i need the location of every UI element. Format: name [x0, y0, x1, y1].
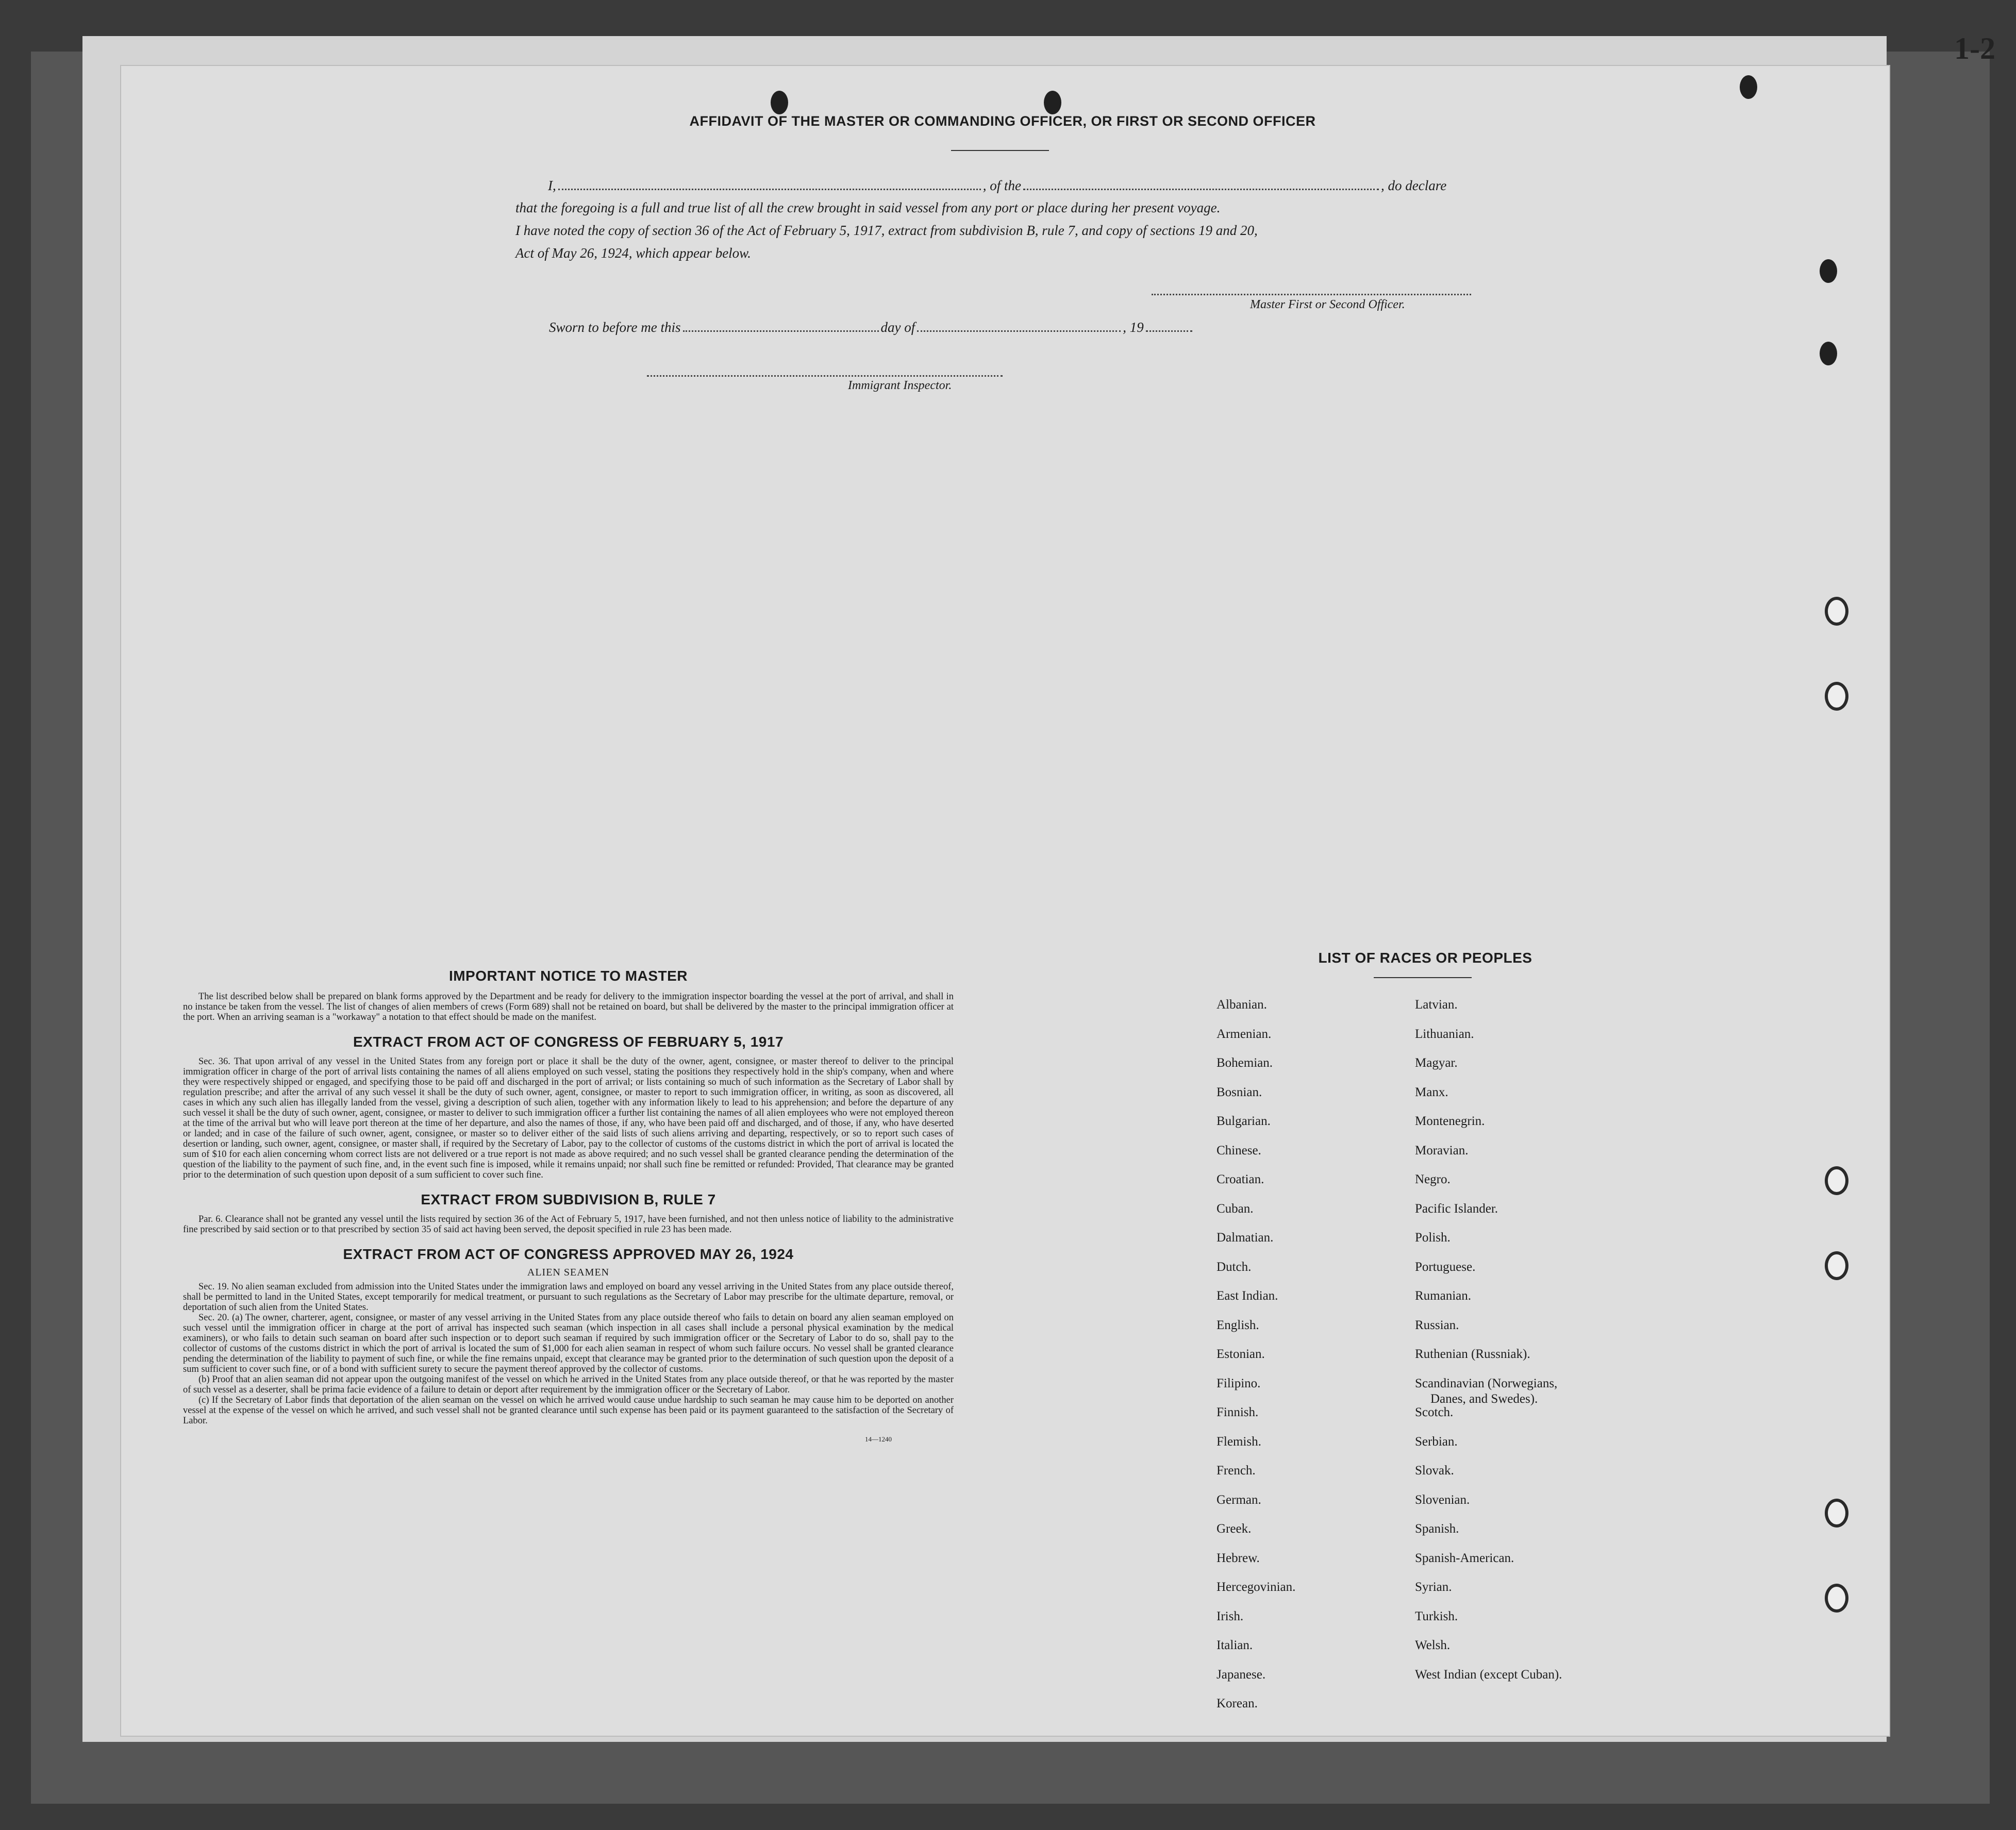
race-item: Moravian. — [1415, 1143, 1469, 1157]
alien-seamen-subtitle: ALIEN SEAMEN — [527, 1267, 610, 1278]
day-of-text: day of — [880, 320, 915, 335]
inspector-signature-line — [647, 375, 1003, 377]
affidavit-title: AFFIDAVIT OF THE MASTER OR COMMANDING OFFICER, OR FIRST OR SECOND OFFICER — [689, 113, 1316, 129]
affidavit-declare: , do declare — [1381, 178, 1447, 193]
race-item: Ruthenian (Russniak). — [1415, 1347, 1530, 1361]
binder-ring — [1825, 1251, 1848, 1280]
rule-7-title: EXTRACT FROM SUBDIVISION B, RULE 7 — [421, 1191, 716, 1207]
race-item: Chinese. — [1217, 1143, 1261, 1157]
race-item: Japanese. — [1217, 1667, 1266, 1682]
race-item: Bosnian. — [1217, 1085, 1262, 1099]
race-item: Albanian. — [1217, 998, 1267, 1012]
race-item: Slovak. — [1415, 1464, 1454, 1478]
section-20b: (b) Proof that an alien seaman did not appear upon the outgoing manifest of the vessel on which he arrived in the United States from any place outside thereof, or that he was reported by the master of such vessel as a deserter, shall be prima facie evidence of a failure to detain or deport after requirement by the immigration officer or the Secretary of Labor. — [183, 1374, 954, 1395]
race-item: Bulgarian. — [1217, 1114, 1271, 1128]
race-item: Hercegovinian. — [1217, 1580, 1296, 1594]
master-label: Master First or Second Officer. — [1250, 298, 1405, 311]
race-item: Russian. — [1415, 1318, 1459, 1332]
race-item: Scotch. — [1415, 1405, 1454, 1419]
blank-name — [558, 189, 981, 190]
race-item: Magyar. — [1415, 1056, 1458, 1070]
section-19: Sec. 19. No alien seaman excluded from admission into the United States under the immigration laws and employed on board any vessel arriving in the United States from any place outside thereof, shall be permitted to land in the United States, except temporarily for medical treatment, or pursuant to such regulations as the Secretary of Labor may prescribe for the ultimate departure, removal, or deportation of such alien from the United States. — [183, 1282, 954, 1313]
affidavit-line-2: that the foregoing is a full and true list of all the crew brought in said vessel from any port or place during her present voyage. — [515, 200, 1221, 215]
race-item: Slovenian. — [1415, 1492, 1470, 1507]
notice-title: IMPORTANT NOTICE TO MASTER — [448, 968, 688, 984]
notice-body: The list described below shall be prepared on blank forms approved by the Department and be ready for delivery to the immigration inspector boarding the vessel at the port of arrival, and shall in no instance be taken from the vessel. The list of changes of alien members of crews (Form 689) shall not be retained on board, but shall be delivered by the master to the principal immigration officer at the port. When an arriving seaman is a "workaway" a notation to that effect should be made on the manifest. — [183, 992, 954, 1022]
race-item: Bohemian. — [1217, 1056, 1273, 1070]
race-item: Manx. — [1415, 1085, 1448, 1099]
affidavit-of-the: , of the — [982, 178, 1021, 193]
master-signature-line — [1152, 294, 1471, 295]
punch-hole — [1820, 259, 1837, 283]
race-item: Scandinavian (Norwegians, — [1415, 1376, 1558, 1390]
affidavit-line-4: Act of May 26, 1924, which appear below. — [515, 245, 751, 261]
race-item: English. — [1217, 1318, 1259, 1332]
race-item: Latvian. — [1415, 998, 1458, 1012]
race-item: Armenian. — [1217, 1027, 1272, 1041]
race-item: Dalmatian. — [1217, 1231, 1274, 1245]
race-item: German. — [1217, 1492, 1261, 1507]
race-item: Syrian. — [1415, 1580, 1452, 1594]
race-item: Dutch. — [1217, 1260, 1252, 1274]
punch-hole — [1740, 75, 1757, 99]
inspector-label: Immigrant Inspector. — [848, 379, 952, 392]
race-item: East Indian. — [1217, 1289, 1278, 1303]
race-item: Welsh. — [1415, 1638, 1451, 1652]
section-20c: (c) If the Secretary of Labor finds that deportation of the alien seaman on the vessel on which he arrived would cause undue hardship to such seaman he may cause him to be deported on another vessel at the expense of the vessel on which he arrived, and such vessel shall not be granted clearance until such expense has been paid or its payment guaranteed to the satisfaction of the Secretary of Labor. — [183, 1395, 954, 1426]
race-item: Finnish. — [1217, 1405, 1259, 1419]
sworn-line — [549, 320, 1194, 335]
race-item: Korean. — [1217, 1697, 1258, 1710]
affidavit-i: I, — [548, 178, 556, 193]
year-prefix: , 19 — [1123, 320, 1144, 335]
act-1917-title: EXTRACT FROM ACT OF CONGRESS OF FEBRUARY 5, 1917 — [353, 1034, 784, 1050]
race-item: Danes, and Swedes). — [1430, 1391, 1538, 1406]
race-item: French. — [1217, 1464, 1256, 1478]
manifest-page — [121, 66, 1889, 1736]
form-number: 14—1240 — [865, 1435, 892, 1443]
binder-ring — [1825, 1166, 1848, 1195]
race-item: Croatian. — [1217, 1172, 1264, 1186]
race-item: Serbian. — [1415, 1434, 1458, 1449]
affidavit-line-1 — [548, 178, 1446, 194]
punch-hole — [771, 91, 788, 114]
race-item: Turkish. — [1415, 1609, 1458, 1623]
blank-day — [683, 330, 879, 332]
races-title: LIST OF RACES OR PEOPLES — [1318, 950, 1532, 966]
race-item: Filipino. — [1217, 1376, 1261, 1390]
notice-to-master — [183, 968, 954, 1443]
binder-ring — [1825, 597, 1848, 626]
race-item: Greek. — [1217, 1522, 1252, 1536]
race-item: Portuguese. — [1415, 1260, 1476, 1274]
punch-hole — [1820, 342, 1837, 365]
affidavit-line-3: I have noted the copy of section 36 of the Act of February 5, 1917, extract from subdivision B, rule 7, and copy of sections 19 and 20, — [515, 223, 1258, 238]
race-item: Rumanian. — [1415, 1289, 1472, 1303]
binder-ring — [1825, 682, 1848, 711]
race-item: Hebrew. — [1217, 1551, 1260, 1565]
blank-vessel — [1023, 189, 1379, 190]
race-item: Irish. — [1217, 1609, 1244, 1623]
punch-hole — [1044, 91, 1061, 114]
race-item: Negro. — [1415, 1172, 1451, 1186]
race-item: West Indian (except Cuban). — [1415, 1667, 1562, 1682]
sworn-text: Sworn to before me this — [549, 320, 681, 335]
race-item: Lithuanian. — [1415, 1027, 1474, 1041]
race-item: Cuban. — [1217, 1201, 1254, 1216]
binder-ring — [1825, 1584, 1848, 1613]
act-1924-title: EXTRACT FROM ACT OF CONGRESS APPROVED MAY 26, 1924 — [343, 1246, 794, 1262]
race-item: Pacific Islander. — [1415, 1201, 1498, 1216]
race-item: Polish. — [1415, 1231, 1451, 1245]
race-item: Spanish-American. — [1415, 1551, 1514, 1565]
act-1917-body: Sec. 36. That upon arrival of any vessel in the United States from any foreign port or place it shall be the duty of the owner, agent, consignee, or master thereof to deliver to the principal immigration officer in charge of the port of arrival lists containing the names of all aliens employed on such vessel, stating the positions they respectively hold in the ship's company, when and where they were respectively shipped or engaged, and specifying those to be paid off and discharged in the port of arrival; or lists containing so much of such information as the Secretary of Labor shall by regulation prescribe; and after the arrival of any such vessel it shall be the duty of such owner, agent, consignee, or master to report to such immigration officer, in writing, as soon as discovered, all cases in which any such alien has illegally landed from the vessel, giving a description of such alien, together with any information likely to lead to his apprehension; and before the departure of any such vessel it shall be the duty of such owner, agent, consignee, or master to deliver to such immigration officer a further list containing the names of all alien employees who were not employed thereon at the time of the arrival but who will leave port thereon at the time of her departure, and also the names of those, if any, who have been paid off and discharged, and of those, if any, who have deserted or landed; and in case of the failure of such owner, agent, consignee, or master so to deliver either of the said lists of such aliens arriving and departing, respectively, or so to report such cases of desertion or landing, such owner, agent, consignee, or master shall, if required by the Secretary of Labor, pay to the collector of customs of the customs district in which the port of arrival is located the sum of $10 for each alien concerning whom correct lists are not delivered or a true report is not made as above required; and no such vessel shall be granted clearance pending the determination of the question of the liability to the payment of such fine, and, in the event such fine is imposed, while it remains unpaid; nor shall such fine be remitted or refunded: Provided, That clearance may be granted prior to the determination of such question upon deposit of a sum sufficient to cover such fine. — [183, 1056, 954, 1180]
race-item: Flemish. — [1217, 1434, 1261, 1449]
race-item: Italian. — [1217, 1638, 1253, 1652]
race-item: Montenegrin. — [1415, 1114, 1485, 1128]
blank-year — [1146, 330, 1192, 332]
race-item: Spanish. — [1415, 1522, 1459, 1536]
race-item: Estonian. — [1217, 1347, 1265, 1361]
blank-month — [917, 330, 1121, 332]
section-20a: Sec. 20. (a) The owner, charterer, agent, consignee, or master of any vessel arriving in the United States from any place outside thereof who fails to detain on board any alien seaman employed on such vessel until the immigration officer in charge at the port of arrival has inspected such seaman (which inspection in all cases shall include a personal physical examination by the medical examiners), or who fails to detain such seaman on board after such inspection or to deport such seaman if required by such immigration officer or the Secretary of Labor to do so, shall pay to the collector of customs of the customs district in which the port of arrival is located the sum of $1,000 for each alien seaman in respect of whom such failure occurs. No vessel shall be granted clearance pending the determination of the liability to payment of such fine, or while the fine remains unpaid, except that clearance may be granted prior to the determination of such question upon the deposit of a sum sufficient to cover such fine, or of a bond with sufficient surety to secure the payment thereof approved by the collector of customs. — [183, 1313, 954, 1374]
corner-annotation: 1-2 — [1954, 31, 1995, 65]
rule-7-body: Par. 6. Clearance shall not be granted any vessel until the lists required by section 36 of the Act of February 5, 1917, have been furnished, and not then unless notice of liability to the administrative fine prescribed by said section or to that prescribed by section 35 of said act having been served, the deposit specified in rule 23 has been made. — [183, 1214, 954, 1235]
binder-ring — [1825, 1499, 1848, 1527]
divider — [1374, 977, 1472, 978]
divider — [951, 150, 1049, 151]
